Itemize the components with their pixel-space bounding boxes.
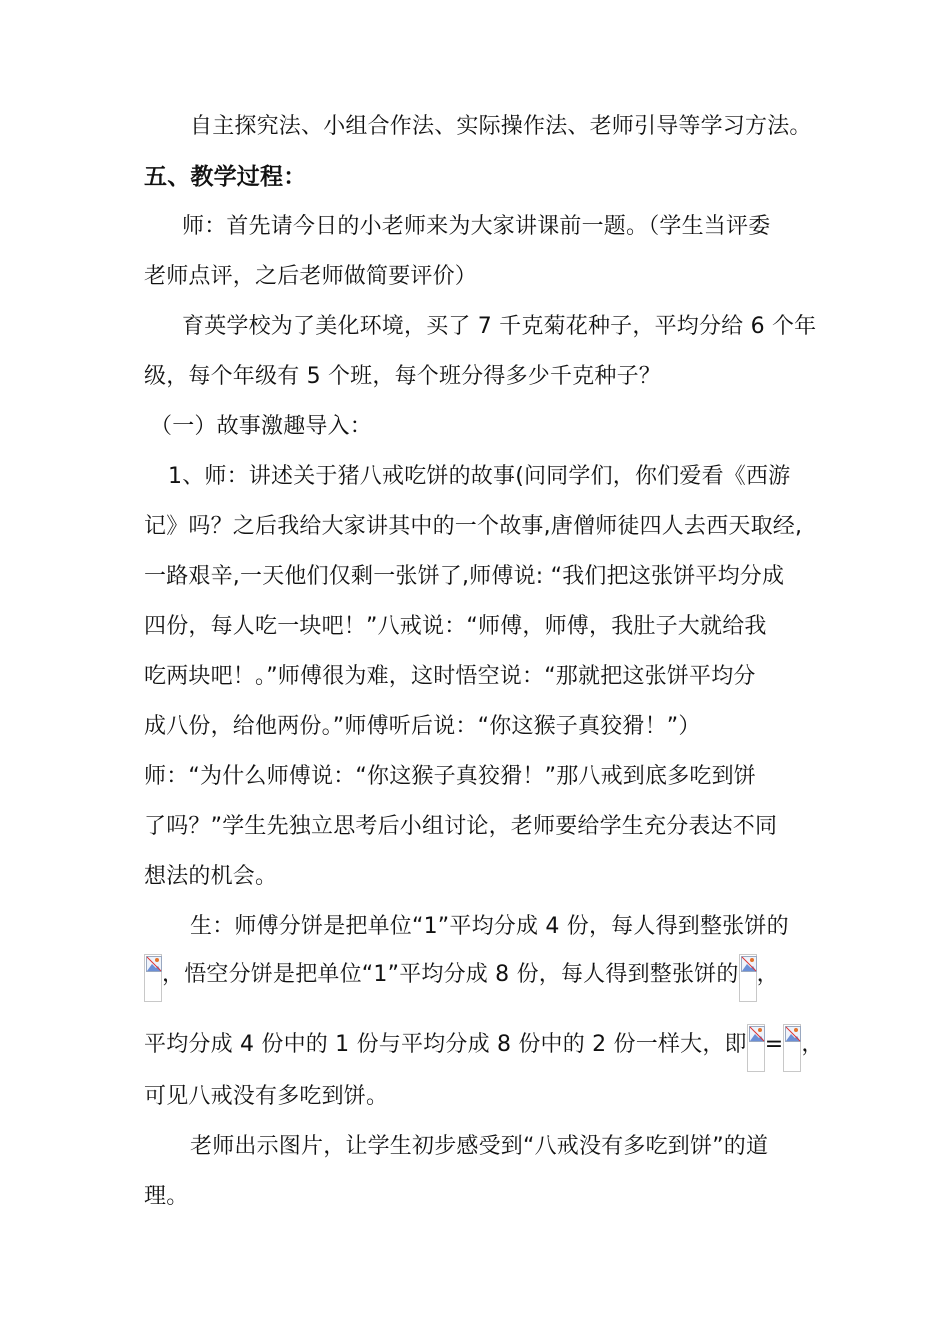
- paragraph-line: 理。: [144, 1184, 189, 1209]
- paragraph-line: 级，每个年级有 5 个班，每个班分得多少千克种子？: [144, 364, 661, 389]
- paragraph-line: 一路艰辛,一天他们仅剩一张饼了,师傅说: “我们把这张饼平均分成: [144, 564, 785, 589]
- paragraph-line: 成八份，给他两份。”师傅听后说：“你这猴子真狡猾！”）: [144, 714, 701, 739]
- paragraph-learning-methods: 自主探究法、小组合作法、实际操作法、老师引导等学习方法。: [190, 114, 812, 139]
- equal-parts-text: 平均分成 4 份中的 1 份与平均分成 8 份中的 2 份一样大，即: [144, 1032, 747, 1057]
- paragraph-line: 育英学校为了美化环境，买了 7 千克菊花种子，平均分给 6 个年: [182, 314, 817, 339]
- broken-image-icon: [144, 954, 162, 1002]
- broken-image-icon: [783, 1024, 801, 1072]
- paragraph-line: 记》吗？之后我给大家讲其中的一个故事,唐僧师徒四人去西天取经,: [144, 514, 803, 539]
- subsection-heading: （一）故事激趣导入：: [150, 414, 373, 439]
- paragraph-line: 师：“为什么师傅说：“你这猴子真狡猾！”那八戒到底多吃到饼: [144, 764, 756, 789]
- paragraph-line: 四份，每人吃一块吧！”八戒说：“师傅，师傅，我肚子大就给我: [144, 614, 767, 639]
- comma-text: ，: [801, 1032, 824, 1057]
- paragraph-line: 1、师：讲述关于猪八戒吃饼的故事(问同学们，你们爱看《西游: [168, 464, 791, 489]
- paragraph-line: 可见八戒没有多吃到饼。: [144, 1084, 389, 1109]
- paragraph-line: 生：师傅分饼是把单位“1”平均分成 4 份，每人得到整张饼的: [190, 914, 789, 939]
- paragraph-line: 老师出示图片，让学生初步感受到“八戒没有多吃到饼”的道: [190, 1134, 769, 1159]
- paragraph-line: 吃两块吧！。”师傅很为难，这时悟空说：“那就把这张饼平均分: [144, 664, 756, 689]
- paragraph-line: 了吗？”学生先独立思考后小组讨论，老师要给学生充分表达不同: [144, 814, 778, 839]
- paragraph-line-with-images: [144, 960, 779, 1002]
- equals-sign: =: [764, 1032, 784, 1057]
- fraction-text: ，悟空分饼是把单位“1”平均分成 8 份，每人得到整张饼的: [162, 962, 739, 987]
- broken-image-icon: [747, 1024, 765, 1072]
- paragraph-line-with-images: [144, 1030, 824, 1072]
- paragraph-line: 想法的机会。: [144, 864, 278, 889]
- section-heading: 五、教学过程：: [144, 164, 307, 190]
- paragraph-line: 师：首先请今日的小老师来为大家讲课前一题。（学生当评委: [182, 214, 771, 239]
- paragraph-line: 老师点评，之后老师做简要评价）: [144, 264, 478, 289]
- broken-image-icon: [739, 954, 757, 1002]
- comma-text: ，: [756, 962, 779, 987]
